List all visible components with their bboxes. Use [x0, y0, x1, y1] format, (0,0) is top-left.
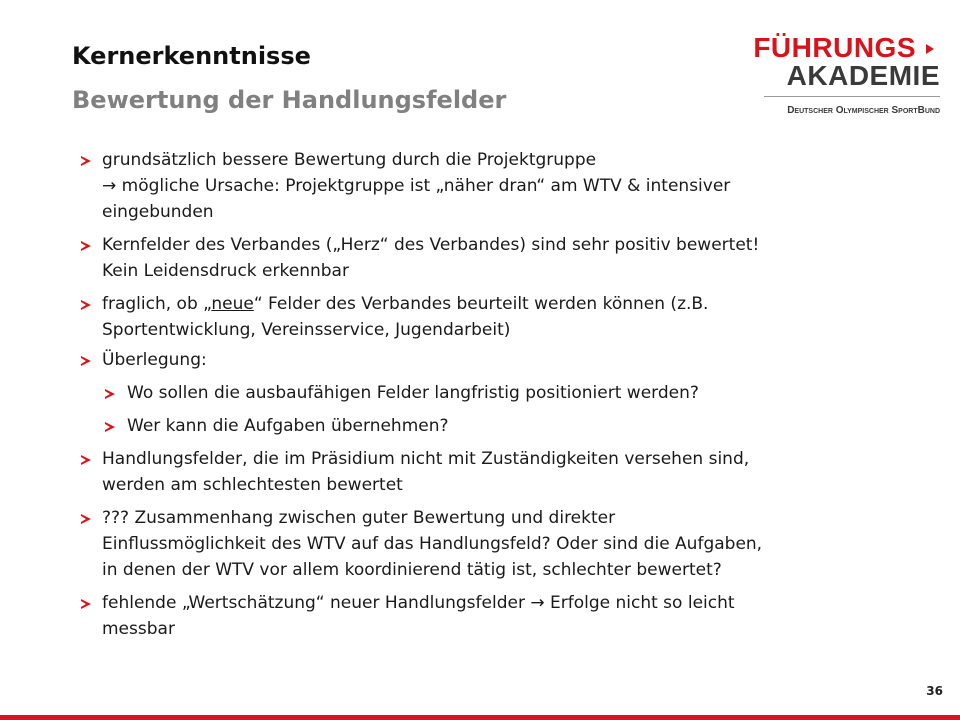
bullet-text-line: ??? Zusammenhang zwischen guter Bewertung und direkter	[102, 508, 616, 528]
logo-divider	[764, 96, 940, 97]
bullet-item	[81, 590, 941, 642]
bullet-text-line: Wo sollen die ausbaufähigen Felder langfristig positioniert werden?	[127, 383, 699, 403]
arrow-bullet-icon	[81, 300, 91, 310]
arrow-bullet-icon	[81, 356, 91, 366]
bullet-text-line: Sportentwicklung, Vereinsservice, Jugendarbeit)	[102, 320, 511, 340]
sub-bullet-item	[105, 380, 941, 406]
arrow-bullet-icon	[81, 599, 91, 609]
bullet-item	[81, 232, 941, 284]
bullet-text-line: Einflussmöglichkeit des WTV auf das Handlungsfeld? Oder sind die Aufgaben,	[102, 534, 763, 554]
bullet-text-segment: fraglich, ob „	[102, 294, 212, 314]
slide-subtitle: Bewertung der Handlungsfelder	[72, 86, 507, 114]
fuehrungsakademie-logo	[753, 32, 940, 122]
underlined-word: neue	[211, 294, 254, 314]
logo-text-akademie: AKADEMIE	[786, 60, 940, 91]
bullet-text-line: Wer kann die Aufgaben übernehmen?	[127, 416, 449, 436]
footer-accent-bar	[0, 715, 960, 720]
bullet-text-line: Überlegung:	[102, 350, 207, 370]
bullet-text-line: Kernfelder des Verbandes („Herz“ des Verbandes) sind sehr positiv bewertet!	[102, 235, 760, 255]
arrow-bullet-icon	[81, 514, 91, 524]
bullet-list	[81, 147, 941, 649]
bullet-text-line: grundsätzlich bessere Bewertung durch die Projektgruppe	[102, 150, 597, 170]
bullet-item	[81, 446, 941, 498]
bullet-item	[81, 505, 941, 583]
bullet-text-line: messbar	[102, 619, 175, 639]
bullet-text-line: in denen der WTV vor allem koordinierend tätig ist, schlechter bewertet?	[102, 560, 722, 580]
bullet-text-line: Kein Leidensdruck erkennbar	[102, 261, 349, 281]
bullet-text-line: fehlende „Wertschätzung“ neuer Handlungsfelder → Erfolge nicht so leicht	[102, 593, 735, 613]
page-number: 36	[926, 684, 943, 698]
bullet-text-line	[102, 291, 941, 317]
sub-bullet-item	[105, 413, 941, 439]
arrow-bullet-icon	[81, 156, 91, 166]
bullet-text-segment: “ Felder des Verbandes beurteilt werden können (z.B.	[253, 294, 709, 314]
logo-text-fuehrungs: FÜHRUNGS	[753, 32, 916, 63]
logo-text-dosb: Deutscher Olympischer SportBund	[787, 105, 940, 116]
bullet-item	[81, 291, 941, 343]
arrow-bullet-icon	[81, 455, 91, 465]
arrow-bullet-icon	[81, 241, 91, 251]
bullet-item	[81, 347, 941, 373]
arrow-bullet-icon	[105, 389, 115, 399]
bullet-text-line: eingebunden	[102, 202, 214, 222]
slide-title: Kernerkenntnisse	[72, 42, 311, 70]
bullet-item	[81, 147, 941, 225]
bullet-text-line: Handlungsfelder, die im Präsidium nicht mit Zuständigkeiten versehen sind,	[102, 449, 750, 469]
logo-arrow-icon	[926, 44, 934, 54]
bullet-text-line: werden am schlechtesten bewertet	[102, 475, 403, 495]
arrow-bullet-icon	[105, 422, 115, 432]
bullet-text-line: → mögliche Ursache: Projektgruppe ist „näher dran“ am WTV & intensiver	[102, 176, 731, 196]
